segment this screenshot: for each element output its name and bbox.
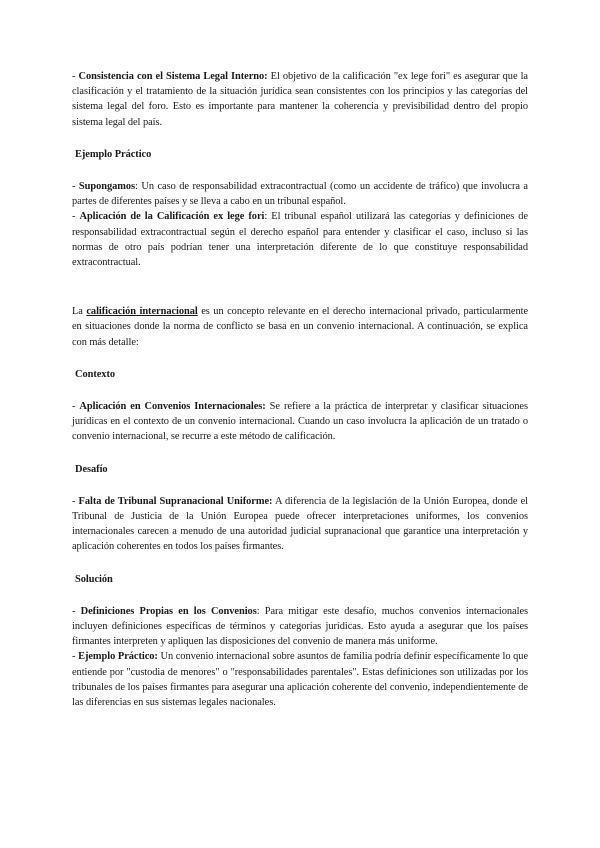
heading-solucion: Solución [75, 573, 113, 585]
paragraph-text: A diferencia de la legislación de la Unión Europea, donde el Tribunal de Justicia de la Unión Europea puede ofrecer interpretaciones uniformes, los convenios internacionales carecen a menudo de una autoridad judicial supranacional que garantice una interpretación y aplicación coherentes en todos los países firmantes. [72, 495, 528, 553]
bullet-dash: - [72, 211, 80, 223]
paragraph-text: Un convenio internacional sobre asuntos de familia podría definir específicamente lo que entiende por "custodia de menores" o "responsabilidades parentales". Estas definiciones son utilizadas por los tribunales de los países firmantes para asegurar una aplicación coherente del convenio, independientemente de las diferencias en sus sistemas legales nacionales. [72, 651, 529, 709]
paragraph-falta-tribunal [72, 494, 528, 555]
paragraph-calificacion-internacional [72, 304, 528, 350]
underlined-term: calificación internacional [86, 306, 198, 318]
bullet-dash: - [72, 401, 80, 413]
bullet-dash: - [72, 181, 79, 193]
heading-contexto: Contexto [75, 368, 116, 380]
bold-term: Ejemplo Práctico: [78, 651, 158, 663]
bold-term: Aplicación en Convenios Internacionales: [79, 401, 266, 413]
paragraph-consistencia [72, 69, 528, 130]
bullet-dash: - [72, 651, 79, 663]
document-page [72, 69, 528, 710]
bold-term: Consistencia con el Sistema Legal Interno: [78, 71, 268, 82]
bold-term: Falta de Tribunal Supranacional Uniforme: [78, 495, 273, 507]
paragraph-text: es un concepto relevante en el derecho internacional privado, particularmente en situaciones donde la norma de conflicto se basa en un convenio internacional. A continuación, se explica con más detalle: [72, 306, 528, 348]
bullet-dash: - [72, 71, 79, 82]
bold-term: Supongamos [78, 181, 136, 193]
bold-term: Aplicación de la Calificación ex lege fori [79, 211, 265, 223]
paragraph-aplicacion-calificacion [72, 209, 528, 270]
paragraph-aplicacion-convenios [72, 399, 528, 445]
paragraph-text: : El tribunal español utilizará las categorías y definiciones de responsabilidad extracontractual según el derecho español para entender y clasificar el caso, incluso si las normas de otro país podrían tener una interpretación diferente de lo que constituye responsabilidad extracontractual. [72, 211, 528, 269]
paragraph-definiciones-propias [72, 604, 528, 650]
heading-desafio: Desafío [75, 463, 108, 475]
bold-term: Definiciones Propias en los Convenios [80, 605, 257, 617]
paragraph-text: La [72, 306, 87, 318]
paragraph-supongamos [72, 179, 528, 209]
bullet-dash: - [72, 605, 81, 617]
paragraph-text: El objetivo de la calificación "ex lege fori" es asegurar que la clasificación y el tratamiento de la situación jurídica sean consistentes con los principios y las categorías del sistema legal del foro. Esto es importante para mantener la coherencia y previsibilidad dentro del propio sistema legal del país. [72, 71, 528, 128]
paragraph-text: : Un caso de responsabilidad extracontractual (como un accidente de tráfico) que involucra a partes de diferentes países y se lleva a cabo en un tribunal español. [72, 181, 528, 208]
heading-ejemplo-practico: Ejemplo Práctico [75, 148, 152, 160]
paragraph-text: Se refiere a la práctica de interpretar y clasificar situaciones jurídicas en el contexto de un convenio internacional. Cuando un caso involucra la aplicación de un tratado o convenio internacional, se recurre a este método de calificación. [72, 401, 528, 443]
bullet-dash: - [72, 495, 79, 507]
paragraph-ejemplo-practico [72, 649, 528, 710]
paragraph-text: : Para mitigar este desafío, muchos convenios internacionales incluyen definiciones específicas de términos y categorías jurídicas. Esto ayuda a asegurar que los países firmantes interpreten y apliquen las disposiciones del convenio de manera más uniforme. [72, 605, 528, 648]
